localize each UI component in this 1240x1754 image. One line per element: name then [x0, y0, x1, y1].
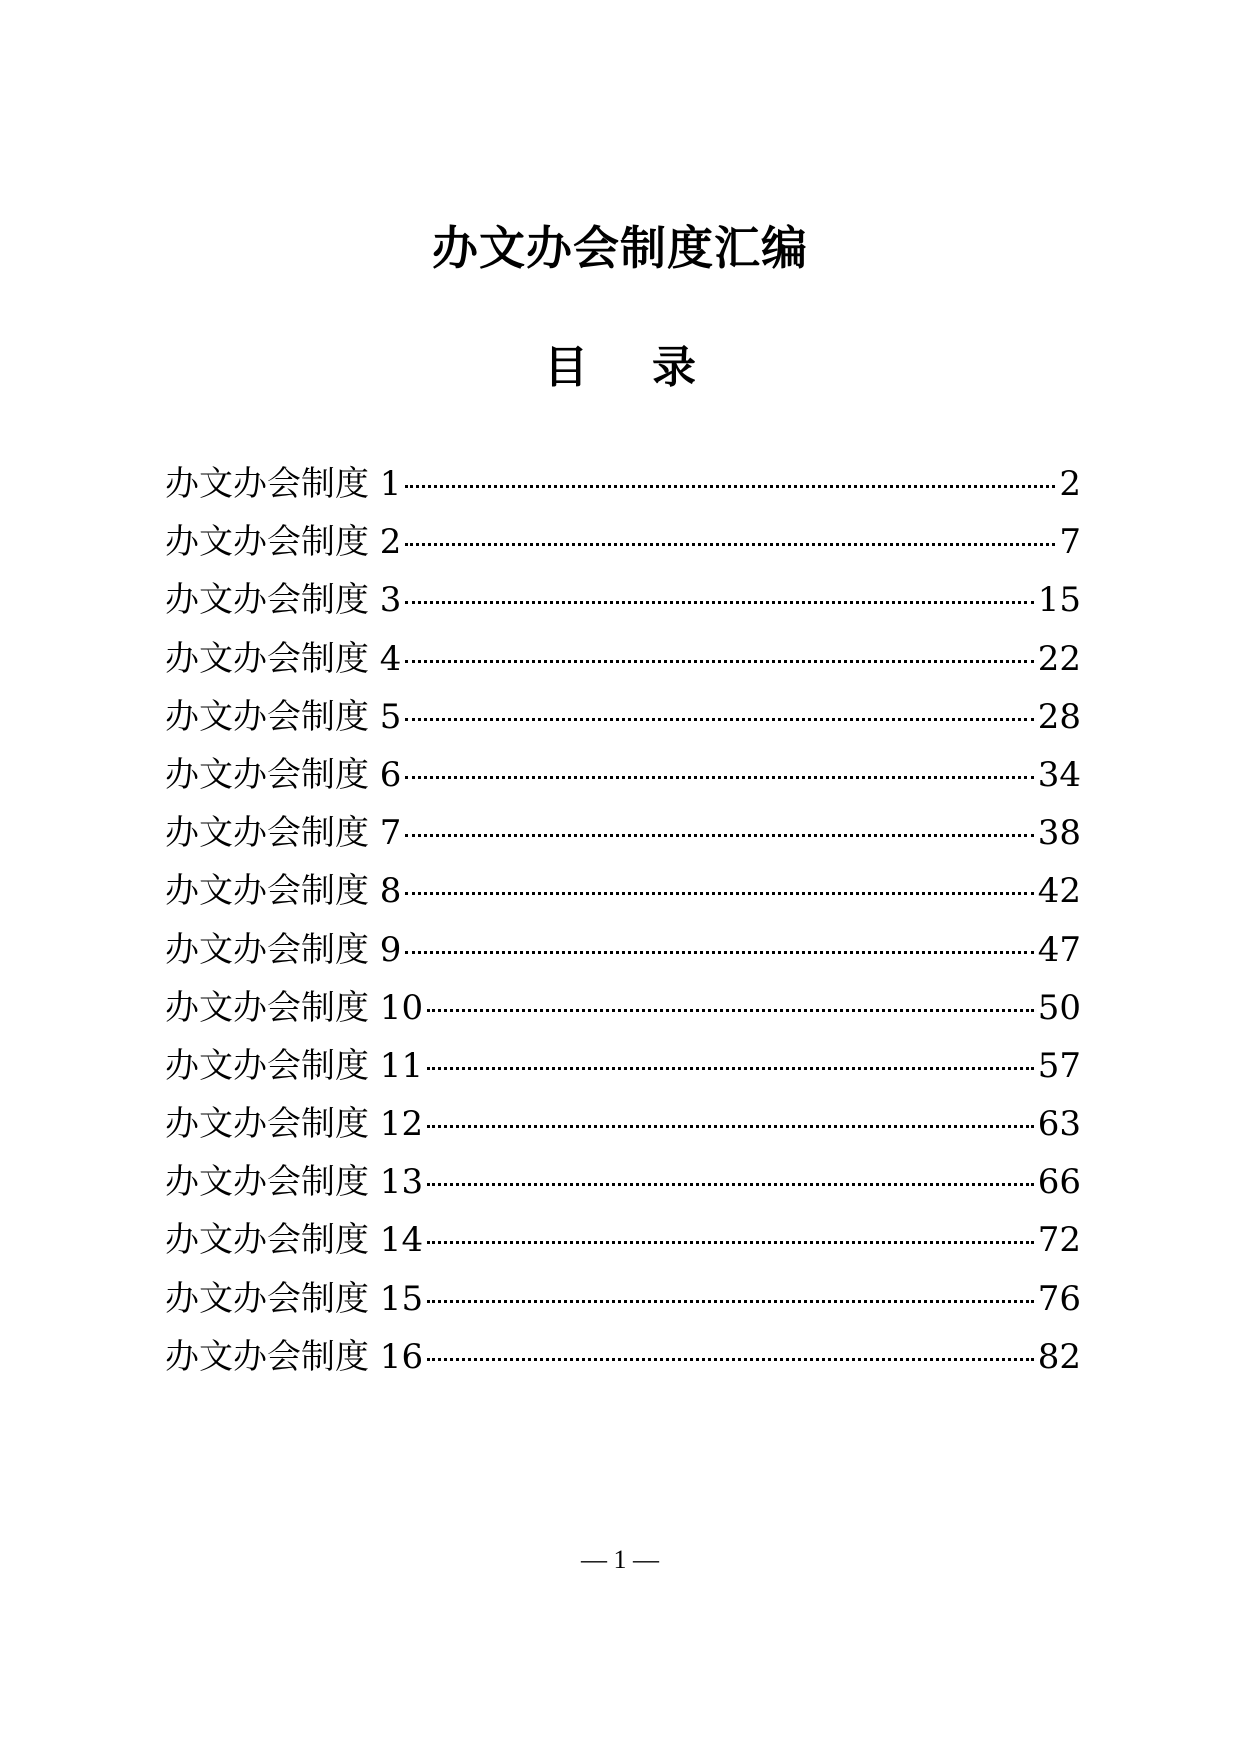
toc-entry-page: 34: [1037, 754, 1081, 795]
toc-entry-6[interactable]: [165, 746, 1081, 804]
toc-dot-leader: [405, 776, 1033, 779]
toc-entry-label: 办文办会制度 11: [165, 1045, 424, 1086]
toc-entry-16[interactable]: [165, 1328, 1081, 1386]
toc-entry-4[interactable]: [165, 630, 1081, 688]
toc-dot-leader: [405, 892, 1033, 895]
page-number: — 1 —: [581, 1545, 659, 1574]
toc-entry-label: 办文办会制度 5: [165, 696, 402, 737]
toc-heading-char-1: 目: [544, 342, 588, 393]
toc-entry-label: 办文办会制度 16: [165, 1336, 424, 1377]
toc-entry-label: 办文办会制度 9: [165, 929, 402, 970]
toc-entry-page: 28: [1037, 696, 1081, 737]
toc-entry-10[interactable]: [165, 979, 1081, 1037]
toc-dot-leader: [427, 1241, 1034, 1244]
toc-entry-label: 办文办会制度 7: [165, 813, 402, 854]
toc-entry-page: 66: [1037, 1162, 1081, 1203]
toc-entry-13[interactable]: [165, 1153, 1081, 1211]
toc-entry-page: 15: [1037, 580, 1081, 621]
toc-entry-7[interactable]: [165, 804, 1081, 862]
toc-entry-11[interactable]: [165, 1037, 1081, 1095]
toc-entry-page: 47: [1037, 929, 1081, 970]
toc-entry-label: 办文办会制度 14: [165, 1220, 424, 1261]
toc-dot-leader: [405, 660, 1033, 663]
toc-entry-page: 57: [1037, 1045, 1081, 1086]
toc-entry-page: 63: [1037, 1104, 1081, 1145]
toc-heading-char-2: 录: [652, 342, 696, 393]
toc-entry-9[interactable]: [165, 921, 1081, 979]
toc-entry-2[interactable]: [165, 513, 1081, 571]
toc-entry-8[interactable]: [165, 862, 1081, 920]
toc-entry-label: 办文办会制度 13: [165, 1162, 424, 1203]
toc-dot-leader: [427, 1183, 1034, 1186]
toc-dot-leader: [405, 543, 1055, 546]
toc-entry-page: 38: [1037, 813, 1081, 854]
toc-entry-label: 办文办会制度 10: [165, 987, 424, 1028]
toc-dot-leader: [405, 718, 1033, 721]
toc-dot-leader: [405, 485, 1055, 488]
toc-dot-leader: [405, 601, 1033, 604]
toc-dot-leader: [427, 1125, 1034, 1128]
toc-entry-5[interactable]: [165, 688, 1081, 746]
toc-entry-label: 办文办会制度 1: [165, 464, 402, 504]
toc-entry-page: 7: [1059, 522, 1081, 563]
toc-dot-leader: [405, 834, 1033, 837]
toc-entry-label: 办文办会制度 15: [165, 1278, 424, 1319]
toc-dot-leader: [427, 1300, 1034, 1303]
toc-dot-leader: [405, 951, 1033, 954]
toc-heading: [0, 338, 1240, 398]
toc-entry-label: 办文办会制度 12: [165, 1104, 424, 1145]
toc-entry-page: 42: [1037, 871, 1081, 912]
toc-dot-leader: [427, 1358, 1034, 1361]
toc-entry-12[interactable]: [165, 1095, 1081, 1153]
toc-entry-label: 办文办会制度 6: [165, 754, 402, 795]
document-title: 办文办会制度汇编: [432, 221, 808, 275]
toc-entry-page: 2: [1059, 464, 1081, 504]
toc-entry-label: 办文办会制度 3: [165, 580, 402, 621]
toc-entry-label: 办文办会制度 4: [165, 638, 402, 679]
toc-entry-page: 22: [1037, 638, 1081, 679]
toc-entry-1[interactable]: [165, 455, 1081, 513]
toc-entry-page: 72: [1037, 1220, 1081, 1261]
table-of-contents: [165, 455, 1081, 1386]
toc-entry-page: 76: [1037, 1278, 1081, 1319]
toc-entry-label: 办文办会制度 8: [165, 871, 402, 912]
toc-entry-3[interactable]: [165, 571, 1081, 629]
toc-entry-14[interactable]: [165, 1211, 1081, 1269]
toc-entry-page: 82: [1037, 1336, 1081, 1377]
toc-entry-15[interactable]: [165, 1270, 1081, 1328]
toc-entry-label: 办文办会制度 2: [165, 522, 402, 563]
toc-entry-page: 50: [1037, 987, 1081, 1028]
toc-dot-leader: [427, 1009, 1034, 1012]
toc-dot-leader: [427, 1067, 1034, 1070]
